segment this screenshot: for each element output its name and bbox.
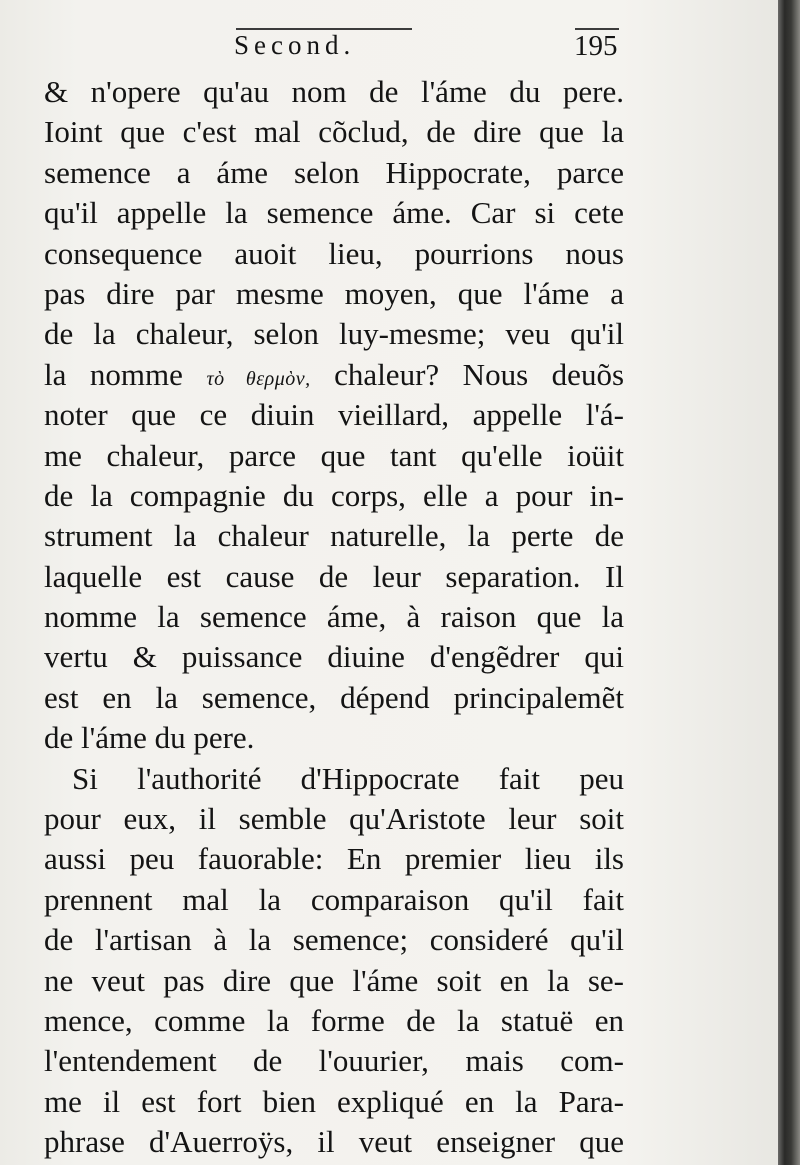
text-line: nomme la semence áme, à raison que la <box>44 599 624 635</box>
text-line: mence, comme la forme de la statuë en <box>44 1002 624 1038</box>
text-line: prennent mal la comparaison qu'il fait <box>44 881 624 917</box>
body-text <box>44 72 624 1163</box>
text-line: laquelle est cause de leur separation. Il <box>44 558 624 594</box>
text-line: Si l'authorité d'Hippocrate fait peu <box>72 760 624 796</box>
text-line: noter que ce diuin vieillard, appelle l'á- <box>44 397 624 433</box>
text-line: aussi peu fauorable: En premier lieu ils <box>44 841 624 877</box>
running-head: Second. <box>234 30 356 60</box>
text-line: de l'áme du pere. <box>44 720 255 756</box>
text-line: & n'opere qu'au nom de l'áme du pere. <box>44 74 624 109</box>
text-line: est en la semence, dépend principalemẽt <box>44 679 624 715</box>
text-line: ne veut pas dire que l'áme soit en la se- <box>44 962 624 998</box>
text-line: me il est fort bien expliqué en la Para- <box>44 1083 624 1119</box>
page-number: 195 <box>574 30 618 62</box>
book-gutter <box>778 0 800 1165</box>
greek-phrase: τὸ θερμὸν, <box>206 367 311 390</box>
text-line: l'entendement de l'ouurier, mais com- <box>44 1043 624 1079</box>
text-line: de la chaleur, selon luy-mesme; veu qu'il <box>44 316 624 352</box>
text-line: de la compagnie du corps, elle a pour in- <box>44 477 624 513</box>
text-line: vertu & puissance diuine d'engẽdrer qui <box>44 639 624 675</box>
text-line: me chaleur, parce que tant qu'elle ioüit <box>44 437 624 473</box>
text-line: pour eux, il semble qu'Aristote leur soit <box>44 801 624 837</box>
text-fragment: chaleur? Nous deuõs <box>334 356 625 392</box>
text-line: pas dire par mesme moyen, que l'áme a <box>44 275 624 311</box>
text-line-with-greek <box>44 355 624 395</box>
text-line: semence a áme selon Hippocrate, parce <box>44 154 624 190</box>
text-line: consequence auoit lieu, pourrions nous <box>44 235 624 271</box>
text-line: de l'artisan à la semence; consideré qu'il <box>44 922 624 958</box>
text-line: strument la chaleur naturelle, la perte de <box>44 518 624 554</box>
text-line: phrase d'Auerroÿs, il veut enseigner que <box>44 1124 624 1160</box>
text-line: Ioint que c'est mal cõclud, de dire que la <box>44 114 624 150</box>
text-line: qu'il appelle la semence áme. Car si cete <box>44 195 624 231</box>
text-fragment: la nomme <box>44 356 183 392</box>
